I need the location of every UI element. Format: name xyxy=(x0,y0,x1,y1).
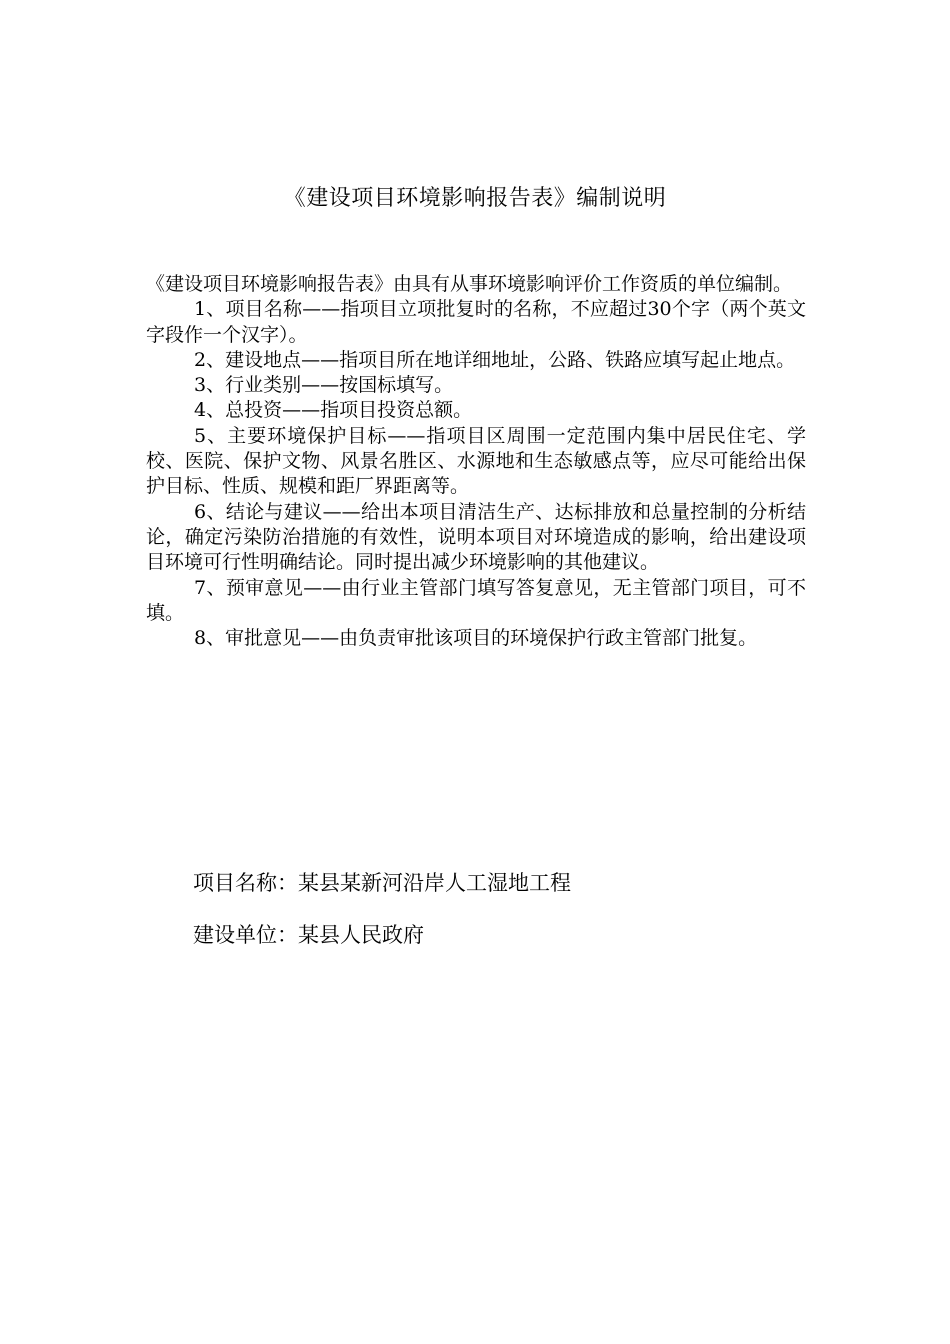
item-protection-targets: 5、主要环境保护目标——指项目区周围一定范围内集中居民住宅、学校、医院、保护文物、风景名胜区、水源地和生态敏感点等，应尽可能给出保护目标、性质、规模和距厂界距离等。 xyxy=(146,424,806,498)
page-title: 《建设项目环境影响报告表》编制说明 xyxy=(283,186,667,211)
intro-paragraph: 《建设项目环境影响报告表》由具有从事环境影响评价工作资质的单位编制。 xyxy=(146,273,793,295)
project-name-line: 项目名称：某县某新河沿岸人工湿地工程 xyxy=(193,871,571,895)
instructions-section xyxy=(146,272,806,651)
item-pre-review: 7、预审意见——由行业主管部门填写答复意见，无主管部门项目，可不填。 xyxy=(146,576,806,624)
item-conclusions: 6、结论与建议——给出本项目清洁生产、达标排放和总量控制的分析结论，确定污染防治措施的有效性，说明本项目对环境造成的影响，给出建设项目环境可行性明确结论。同时提出减少环境影响的其他建议。 xyxy=(146,500,806,574)
project-info xyxy=(193,868,571,972)
builder-line: 建设单位：某县人民政府 xyxy=(193,923,424,947)
item-industry-category: 3、行业类别——按国标填写。 xyxy=(194,374,454,397)
item-total-investment: 4、总投资——指项目投资总额。 xyxy=(194,399,473,422)
item-approval: 8、审批意见——由负责审批该项目的环境保护行政主管部门批复。 xyxy=(194,627,758,650)
item-construction-site: 2、建设地点——指项目所在地详细地址，公路、铁路应填写起止地点。 xyxy=(194,348,796,371)
item-project-name: 1、项目名称——指项目立项批复时的名称，不应超过30个字（两个英文字段作一个汉字）。 xyxy=(146,298,806,346)
